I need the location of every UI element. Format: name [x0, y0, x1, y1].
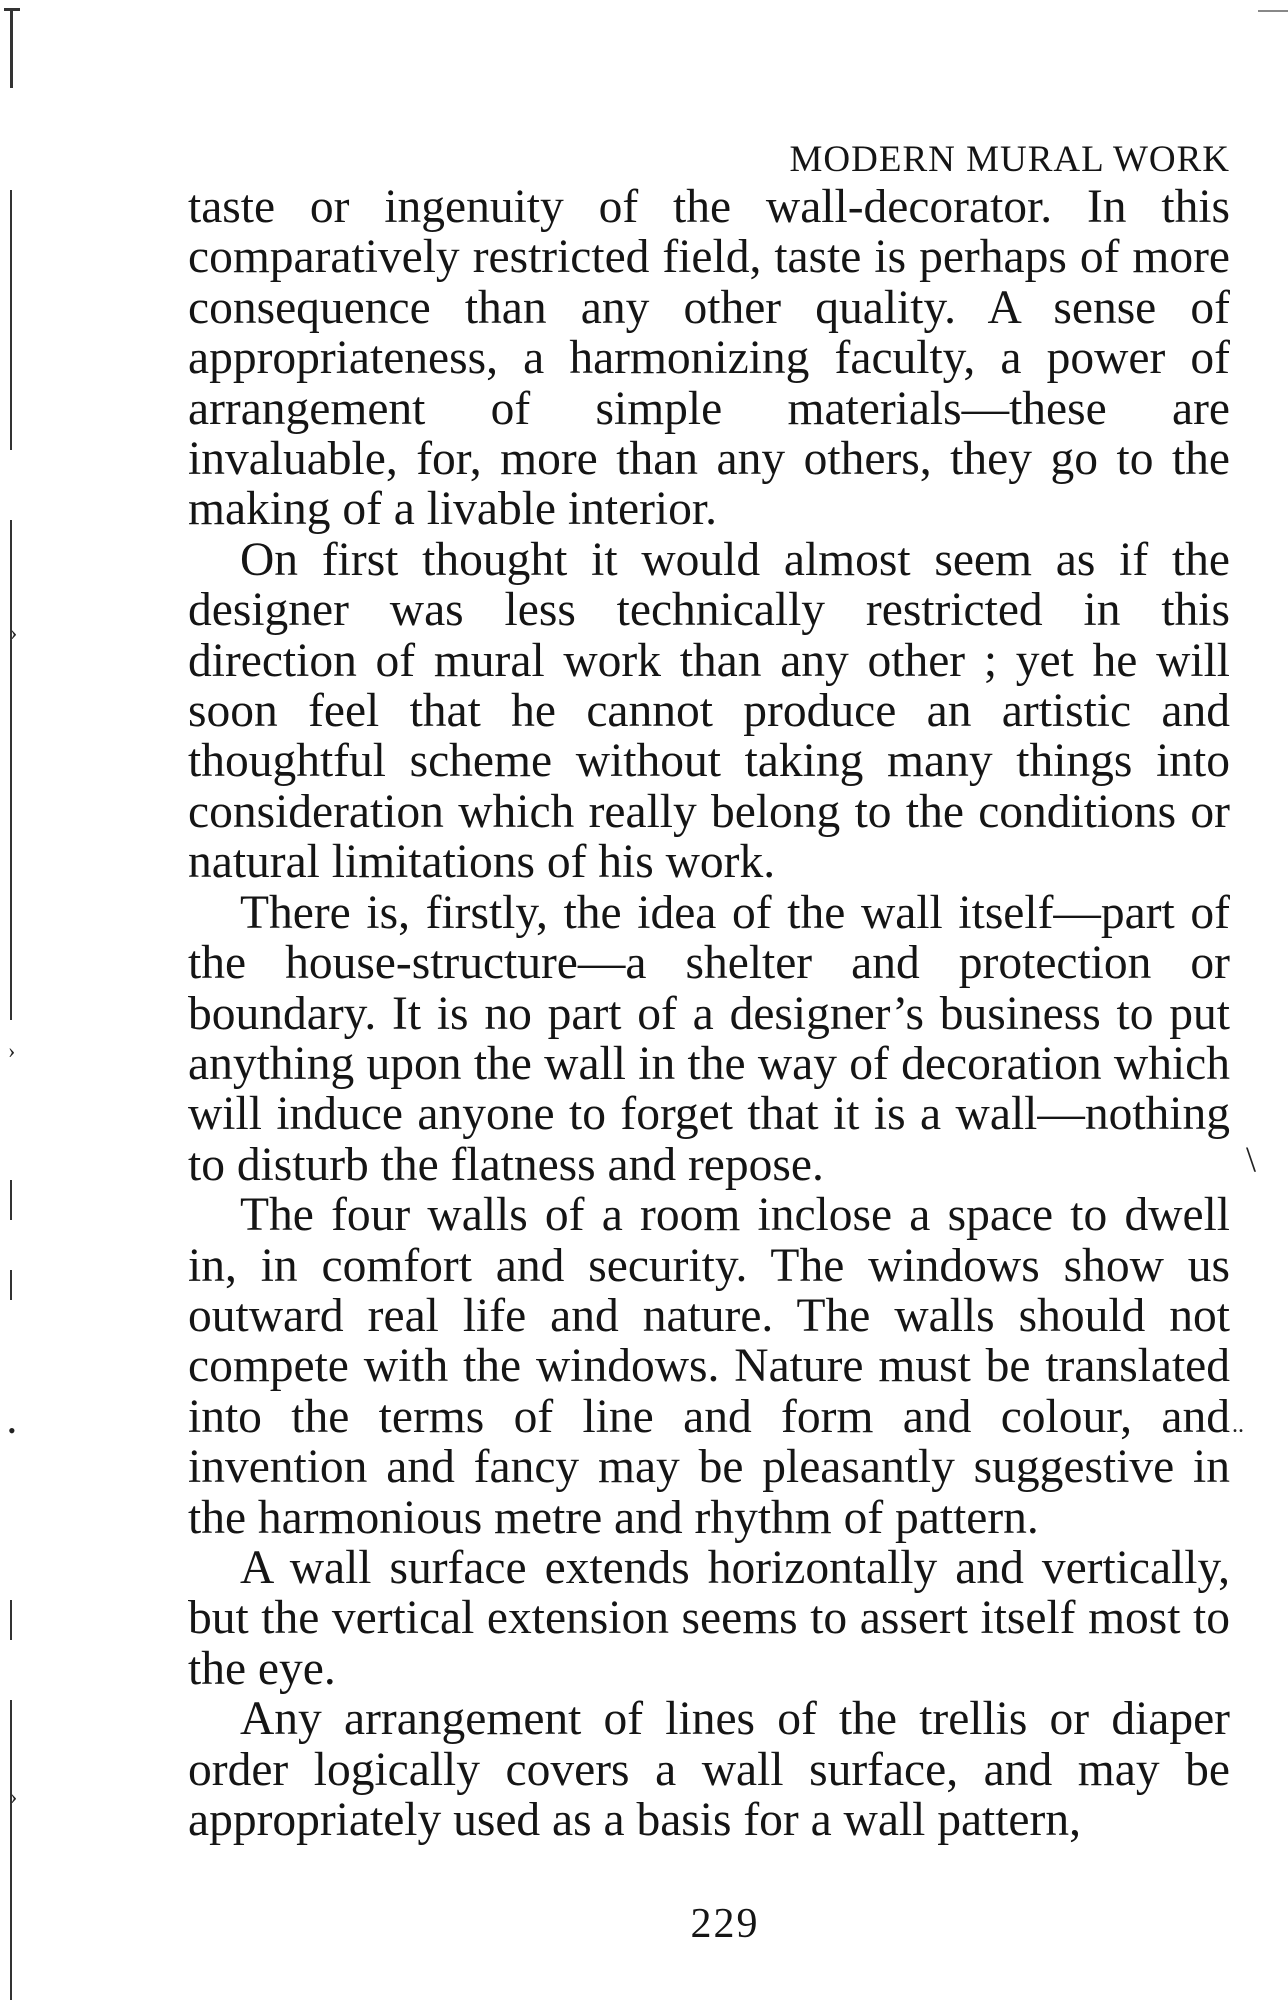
- margin-rule-decoration: [10, 1600, 12, 1640]
- paragraph: taste or ingenuity of the wall-decorator. In this comparatively restricted field, taste is perhaps of more consequence than any other quality. A sense of appropriateness, a harmonizing faculty, a power of arrangement of simple materials—these are invaluable, for, more than any others, they go to the making of a livable interior.: [188, 181, 1230, 536]
- margin-rule-decoration: [10, 1270, 12, 1300]
- page-number: 229: [690, 1901, 760, 1947]
- margin-rule-decoration: [10, 8, 13, 88]
- margin-mark-decoration: ›: [10, 1784, 18, 1809]
- paragraph: On first thought it would almost seem as if the designer was less technically restricted in this direction of mural work than any other ; yet he will soon feel that he cannot produce an artistic and thoughtful scheme without taking many things into consideration which really belong to the conditions or natural limitations of his work.: [188, 533, 1230, 889]
- scan-edge-mark: [1258, 10, 1288, 12]
- margin-rule-decoration: [4, 8, 20, 11]
- running-head: MODERN MURAL WORK: [789, 139, 1230, 180]
- body-text: [188, 182, 1230, 1845]
- paragraph: The four walls of a room inclose a space to dwell in, in comfort and security. The windows show us outward real life and nature. The walls should not compete with the windows. Nature must be translated into the terms of line and form and colour, and invention and fancy may be pleasantly suggestive in the harmonious metre and rhythm of pattern.: [188, 1189, 1230, 1544]
- margin-mark-decoration: ›: [8, 1038, 16, 1063]
- margin-mark-decoration: ..: [1232, 1412, 1244, 1438]
- margin-mark-decoration: \: [1246, 1139, 1257, 1179]
- paragraph: A wall surface extends horizontally and vertically, but the vertical extension seems to assert itself most to the eye.: [188, 1541, 1230, 1695]
- margin-rule-decoration: [10, 190, 12, 450]
- paragraph: Any arrangement of lines of the trellis or diaper order logically covers a wall surface, and may be appropriately used as a basis for a wall pattern,: [188, 1693, 1230, 1846]
- margin-rule-decoration: [10, 520, 12, 1020]
- margin-rule-decoration: [10, 1700, 12, 2000]
- margin-mark-decoration: •: [8, 1418, 16, 1443]
- margin-rule-decoration: [10, 1180, 12, 1220]
- margin-mark-decoration: ›: [10, 620, 18, 645]
- paragraph: There is, firstly, the idea of the wall itself—part of the house-structure—a shelter and protection or boundary. It is no part of a designer’s business to put anything upon the wall in the way of decoration which will induce anyone to forget that it is a wall—nothing to disturb the flatness and repose.: [188, 886, 1230, 1191]
